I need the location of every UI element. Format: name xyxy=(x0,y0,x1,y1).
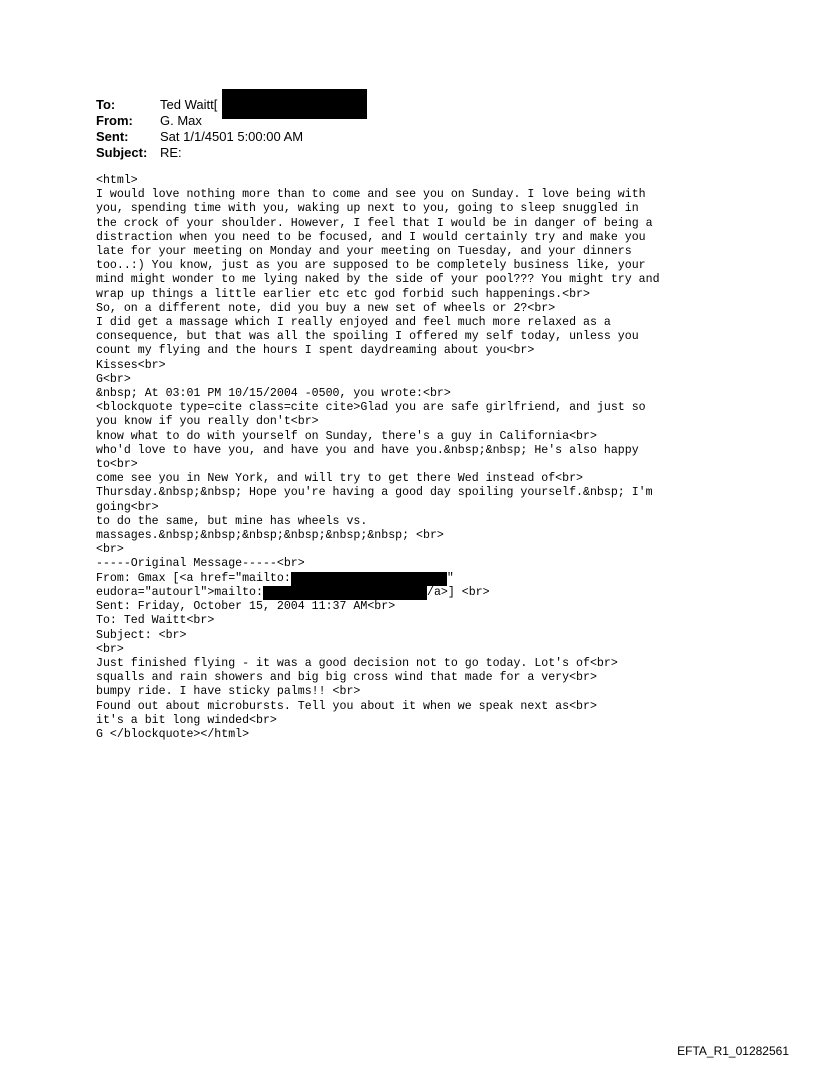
body-line: mind might wonder to me lying naked by the side of your pool??? You might try and xyxy=(96,273,660,287)
subject-label: Subject: xyxy=(96,145,148,160)
email-body xyxy=(96,174,796,742)
body-line: bumpy ride. I have sticky palms!! <br> xyxy=(96,685,361,699)
body-line: consequence, but that was all the spoiling I offered my self today, unless you xyxy=(96,330,639,344)
body-line: massages.&nbsp;&nbsp;&nbsp;&nbsp;&nbsp;&nbsp; <br> xyxy=(96,529,444,543)
body-line: late for your meeting on Monday and your meeting on Tuesday, and your dinners xyxy=(96,245,632,259)
to-value: Ted Waitt[ xyxy=(160,97,218,112)
body-line: Just finished flying - it was a good decision not to go today. Lot's of<br> xyxy=(96,656,618,670)
body-line: to do the same, but mine has wheels vs. xyxy=(96,514,368,528)
body-line: it's a bit long winded<br> xyxy=(96,713,277,727)
body-line: So, on a different note, did you buy a new set of wheels or 2?<br> xyxy=(96,301,556,315)
body-line: count my flying and the hours I spent daydreaming about you<br> xyxy=(96,344,535,358)
subject-row xyxy=(96,145,303,161)
body-line: going<br> xyxy=(96,500,159,514)
sent-label: Sent: xyxy=(96,129,129,144)
sent-row xyxy=(96,129,303,145)
body-line: &nbsp; At 03:01 PM 10/15/2004 -0500, you wrote:<br> xyxy=(96,387,451,401)
body-line: Subject: <br> xyxy=(96,628,187,642)
from-value: G. Max xyxy=(160,113,202,128)
body-line: -----Original Message-----<br> xyxy=(96,557,305,571)
body-line: /a>] <br> xyxy=(426,585,490,599)
body-line: know what to do with yourself on Sunday, there's a guy in California<br> xyxy=(96,429,597,443)
body-line: the crock of your shoulder. However, I feel that I would be in danger of being a xyxy=(96,216,653,230)
body-line: wrap up things a little earlier etc etc god forbid such happenings.<br> xyxy=(96,287,590,301)
body-line: To: Ted Waitt<br> xyxy=(96,614,215,628)
sent-value: Sat 1/1/4501 5:00:00 AM xyxy=(160,129,304,144)
redaction-block-email-2 xyxy=(263,586,427,600)
body-line: distraction when you need to be focused, and I would certainly try and make you xyxy=(96,230,646,244)
body-line: <br> xyxy=(96,543,124,557)
from-label: From: xyxy=(96,113,133,128)
body-line: too..:) You know, just as you are supposed to be completely business like, your xyxy=(96,259,646,273)
body-line: " xyxy=(446,571,454,585)
to-label: To: xyxy=(96,97,116,112)
body-line: to<br> xyxy=(96,458,138,472)
body-line: squalls and rain showers and big big cross wind that made for a very<br> xyxy=(96,671,597,685)
body-line: you, spending time with you, waking up next to you, going to sleep snuggled in xyxy=(96,202,639,216)
body-line: <blockquote type=cite class=cite cite>Glad you are safe girlfriend, and just so xyxy=(96,401,646,415)
subject-value: RE: xyxy=(160,145,182,160)
body-line: G<br> xyxy=(96,372,131,386)
body-line: you know if you really don't<br> xyxy=(96,415,319,429)
body-line: I did get a massage which I really enjoyed and feel much more relaxed as a xyxy=(96,316,611,330)
redaction-block-header xyxy=(222,89,367,119)
body-line: come see you in New York, and will try to get there Wed instead of<br> xyxy=(96,472,584,486)
body-line: G </blockquote></html> xyxy=(96,727,250,741)
body-line: Kisses<br> xyxy=(96,358,166,372)
body-line: <br> xyxy=(96,642,124,656)
body-line: Found out about microbursts. Tell you about it when we speak next as<br> xyxy=(96,699,597,713)
body-line: eudora="autourl">mailto: xyxy=(96,585,263,599)
body-line: From: Gmax [<a href="mailto: xyxy=(96,571,291,585)
document-id: EFTA_R1_01282561 xyxy=(677,1044,789,1058)
body-line: who'd love to have you, and have you and have you.&nbsp;&nbsp; He's also happy xyxy=(96,443,639,457)
redaction-block-email-1 xyxy=(291,572,447,586)
body-line: Thursday.&nbsp;&nbsp; Hope you're having a good day spoiling yourself.&nbsp; I'm xyxy=(96,486,653,500)
body-line: Sent: Friday, October 15, 2004 11:37 AM<br> xyxy=(96,600,396,614)
body-line: <html> xyxy=(96,174,138,187)
body-line: I would love nothing more than to come and see you on Sunday. I love being with xyxy=(96,188,646,202)
